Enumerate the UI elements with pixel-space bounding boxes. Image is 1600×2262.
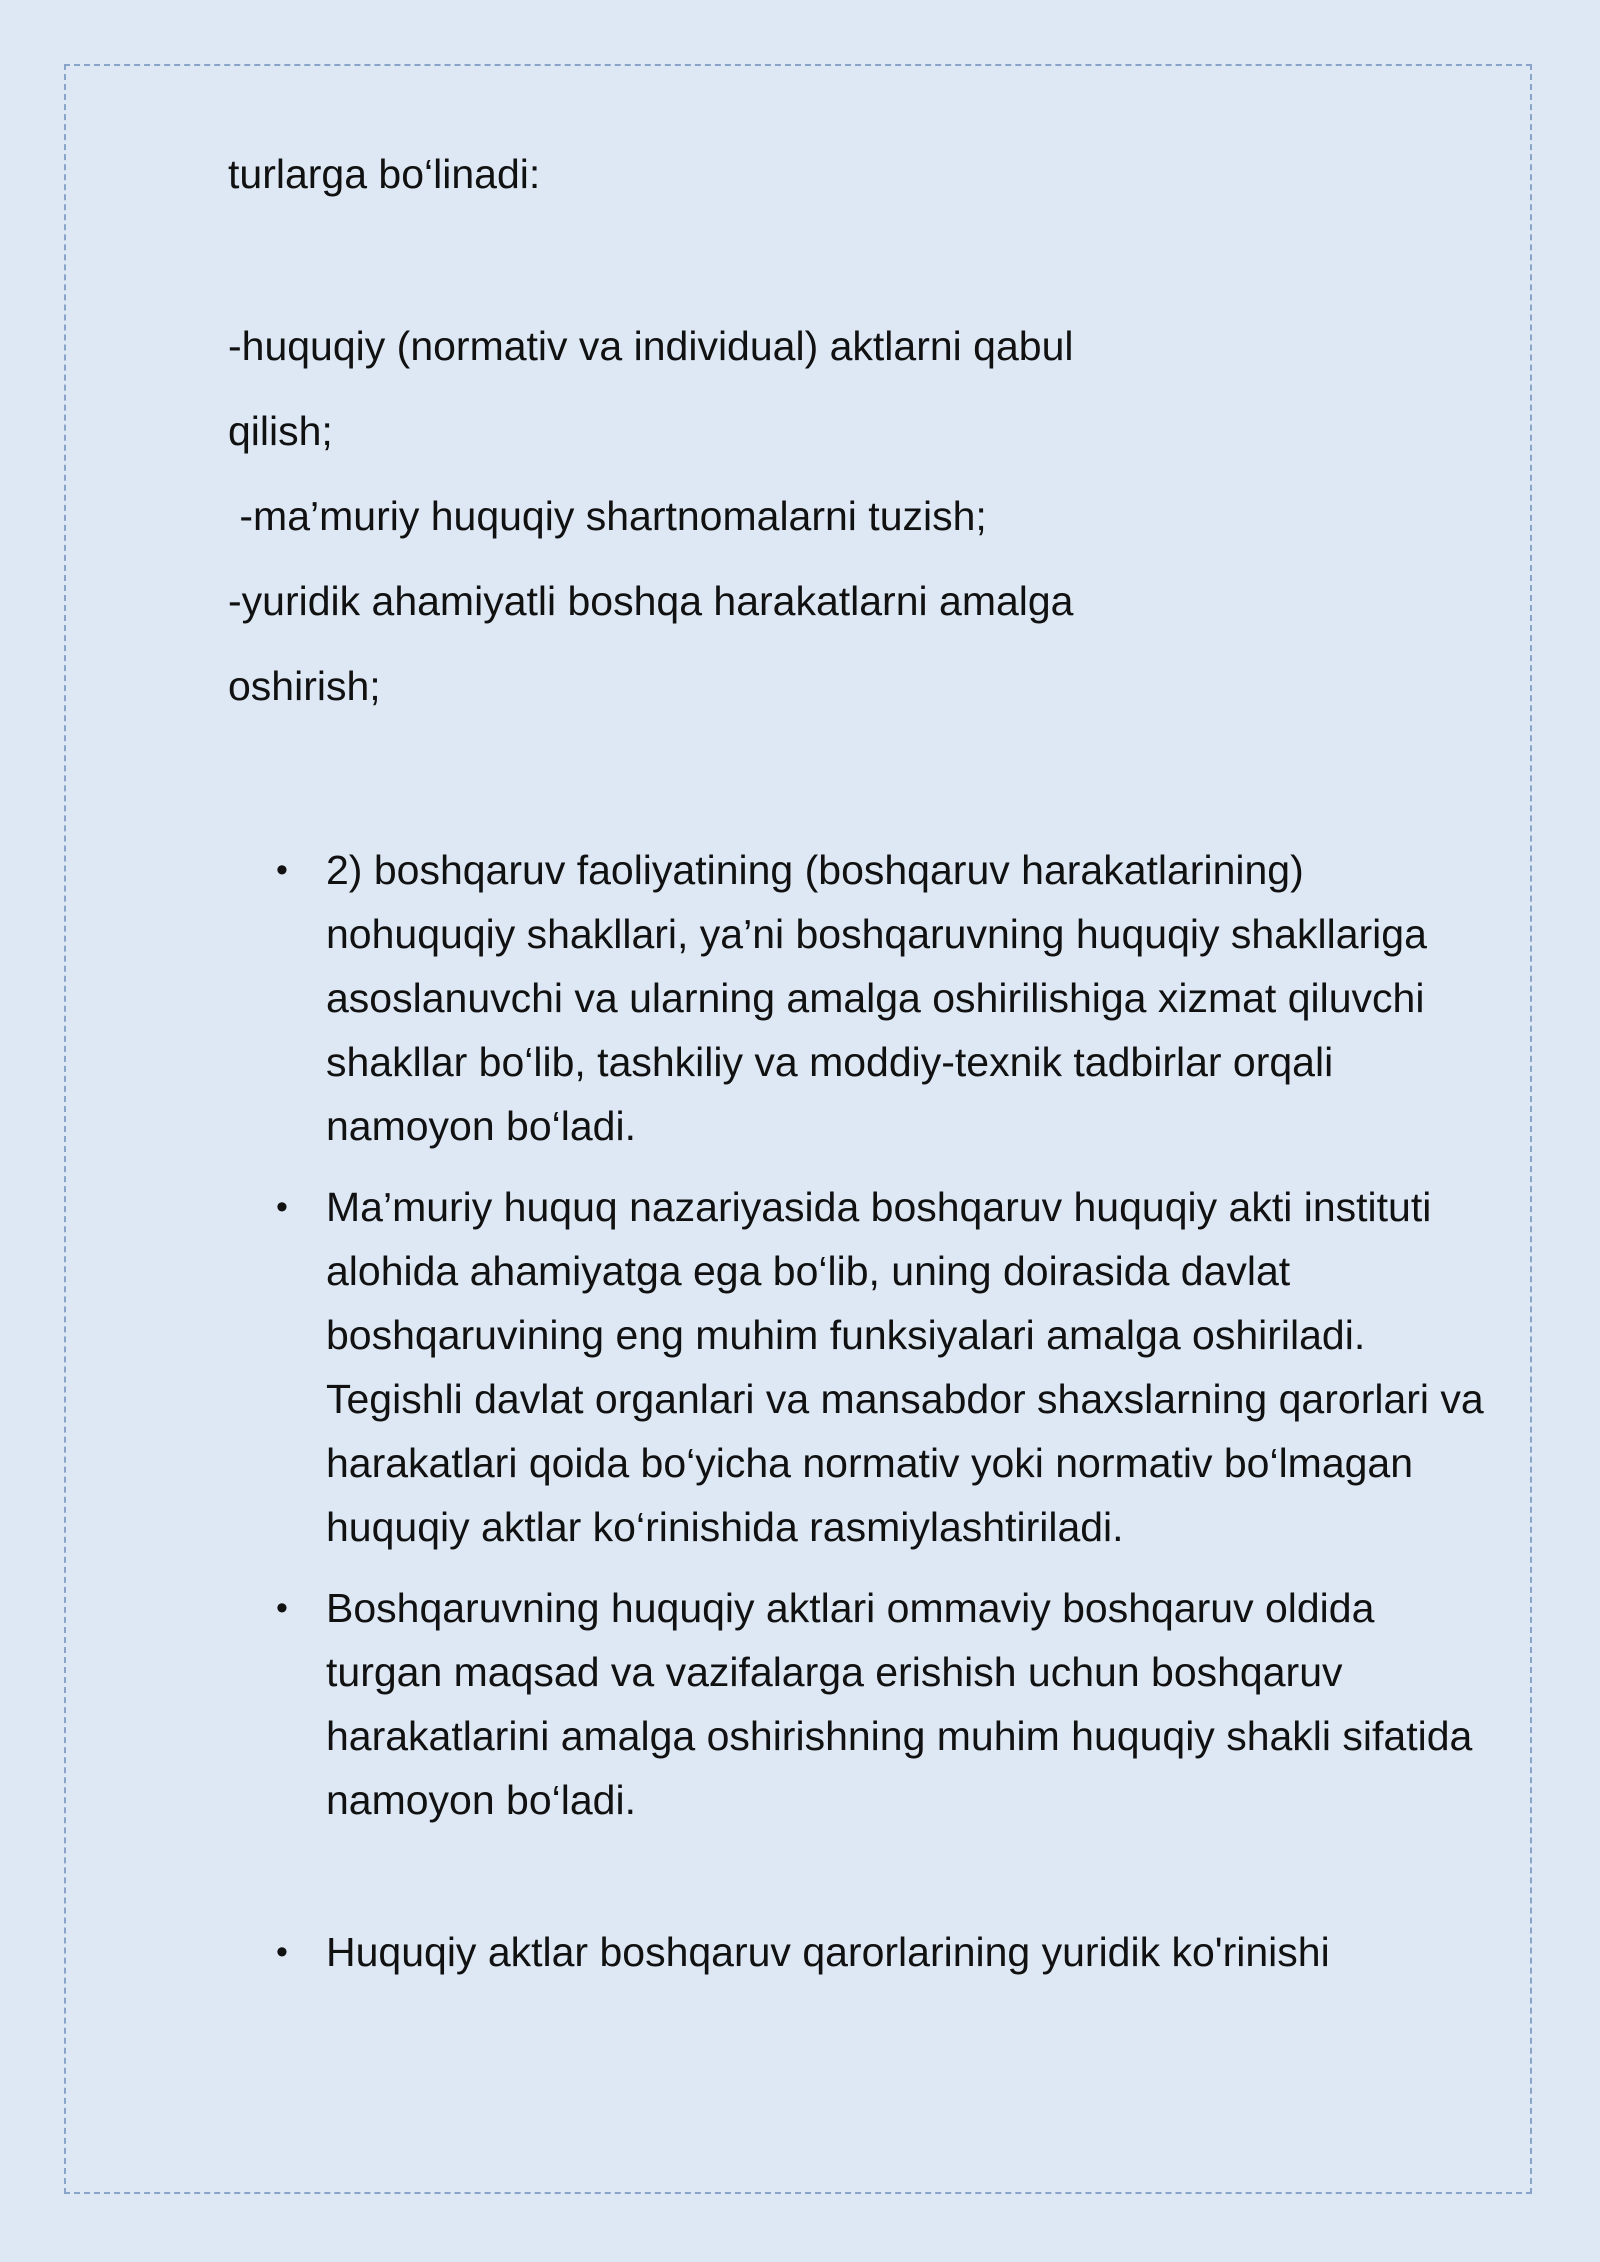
bullet-item xyxy=(276,1175,1486,1559)
bullet-icon: • xyxy=(276,851,288,889)
bullet-text: 2) boshqaruv faoliyatining (boshqaruv harakatlarining) nohuquqiy shakllari, ya’ni boshqaruvning huquqiy shakllariga asoslanuvchi va ularning amalga oshirilishiga xizmat qiluvchi shakllar bo‘lib, tashkiliy va moddiy-texnik tadbirlar orqali namoyon bo‘ladi. xyxy=(326,847,1427,1149)
list-item: oshirish; xyxy=(228,663,381,709)
bullet-list xyxy=(276,838,1486,2001)
list-item: qilish; xyxy=(228,408,333,454)
bullet-text: Ma’muriy huquq nazariyasida boshqaruv huquqiy akti instituti alohida ahamiyatga ega bo‘lib, uning doirasida davlat boshqaruvining eng muhim funksiyalari amalga oshiriladi. Tegishli davlat organlari va mansabdor shaxslarning qarorlari va harakatlari qoida bo‘yicha normativ yoki normativ bo‘lmagan huquqiy aktlar ko‘rinishida rasmiylashtiriladi. xyxy=(326,1184,1484,1550)
bullet-icon: • xyxy=(276,1933,288,1971)
bullet-icon: • xyxy=(276,1188,288,1226)
bullet-icon: • xyxy=(276,1589,288,1627)
intro-text: turlarga bo‘linadi: xyxy=(228,151,541,197)
list-item: -huquqiy (normativ va individual) aktlarni qabul xyxy=(228,323,1074,369)
document-body xyxy=(228,150,1488,711)
bullet-item xyxy=(276,1920,1486,1984)
bullet-item xyxy=(276,838,1486,1158)
bullet-text: Boshqaruvning huquqiy aktlari ommaviy boshqaruv oldida turgan maqsad va vazifalarga erishish uchun boshqaruv harakatlarini amalga oshirishning muhim huquqiy shakli sifatida namoyon bo‘ladi. xyxy=(326,1585,1473,1823)
bullet-item xyxy=(276,1576,1486,1832)
list-item: -ma’muriy huquqiy shartnomalarni tuzish; xyxy=(228,493,987,539)
bullet-text: Huquqiy aktlar boshqaruv qarorlarining yuridik ko'rinishi xyxy=(326,1929,1330,1975)
list-item: -yuridik ahamiyatli boshqa harakatlarni amalga xyxy=(228,578,1074,624)
